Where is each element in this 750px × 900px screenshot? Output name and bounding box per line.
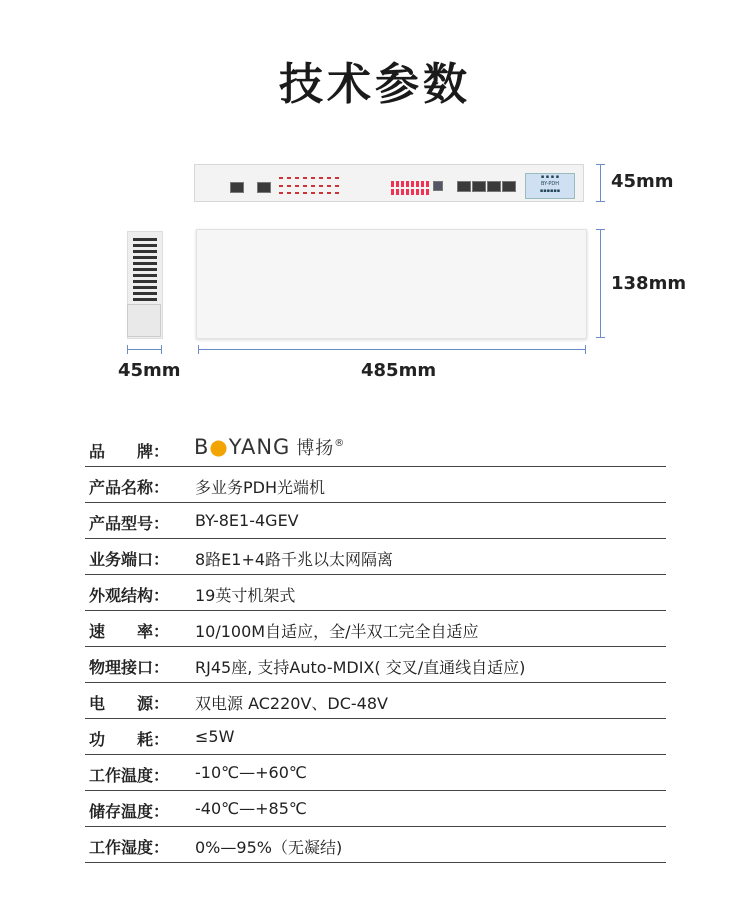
dimension-line <box>198 349 585 350</box>
spec-value: ≤5W <box>195 727 235 746</box>
spec-row <box>85 539 666 575</box>
ethernet-port-2 <box>472 181 486 192</box>
device-front-panel <box>194 164 584 202</box>
spec-row <box>85 719 666 755</box>
dimension-line <box>600 164 601 201</box>
spec-key: 品 牌： <box>89 442 170 461</box>
device-label-sticker: ▪ ▪ ▪ ▪ BY-PDH ▪▪▪▪▪▪ <box>525 173 575 199</box>
spec-value: 多业务PDH光端机 <box>195 478 326 497</box>
spec-row <box>85 827 666 863</box>
spec-row <box>85 503 666 539</box>
rj45-port <box>257 182 271 193</box>
page-title: 技术参数 <box>279 59 471 110</box>
spec-value: 双电源 AC220V、DC-48V <box>195 694 388 713</box>
console-port <box>230 182 244 193</box>
spec-key: 业务端口： <box>89 550 170 569</box>
ethernet-port-4 <box>502 181 516 192</box>
spec-value: -40℃—+85℃ <box>195 799 307 818</box>
spec-row-brand <box>85 431 666 467</box>
spec-value: BY-8E1-4GEV <box>195 511 299 530</box>
ethernet-port-3 <box>487 181 501 192</box>
spec-row <box>85 575 666 611</box>
spec-row <box>85 683 666 719</box>
spec-row <box>85 647 666 683</box>
ethernet-port-1 <box>457 181 471 192</box>
dimension-depth-label: 138mm <box>611 273 687 294</box>
spec-value: 0%—95%（无凝结) <box>195 838 343 857</box>
spec-key: 产品型号： <box>89 514 170 533</box>
dimension-width-label: 485mm <box>361 360 437 381</box>
spec-row <box>85 791 666 827</box>
dimension-line <box>600 229 601 337</box>
dimension-side-width-label: 45mm <box>118 360 181 381</box>
spec-value: 8路E1+4路千兆以太网隔离 <box>195 550 394 569</box>
mounting-bracket <box>127 304 161 337</box>
dimension-line <box>127 349 161 350</box>
spec-value: 10/100M自适应，全/半双工完全自适应 <box>195 622 479 641</box>
spec-key: 功 耗： <box>89 730 170 749</box>
spec-row <box>85 755 666 791</box>
spec-value: 19英寸机架式 <box>195 586 296 605</box>
spec-value: RJ45座, 支持Auto-MDIX( 交叉/直通线自适应) <box>195 658 526 677</box>
spec-key: 物理接口： <box>89 658 170 677</box>
spec-key: 外观结构： <box>89 586 170 605</box>
spec-key: 产品名称： <box>89 478 170 497</box>
spec-row <box>85 467 666 503</box>
spec-key: 储存温度： <box>89 802 170 821</box>
spec-key: 工作湿度： <box>89 838 170 857</box>
brand-logo: B●YANG 博扬® <box>194 435 346 459</box>
e1-connector <box>433 181 443 191</box>
spec-key: 电 源： <box>89 694 170 713</box>
dimension-height-label: 45mm <box>611 171 674 192</box>
device-top-view <box>196 229 587 339</box>
spec-row <box>85 611 666 647</box>
spec-key: 工作温度： <box>89 766 170 785</box>
spec-value: -10℃—+60℃ <box>195 763 307 782</box>
spec-key: 速 率： <box>89 622 170 641</box>
